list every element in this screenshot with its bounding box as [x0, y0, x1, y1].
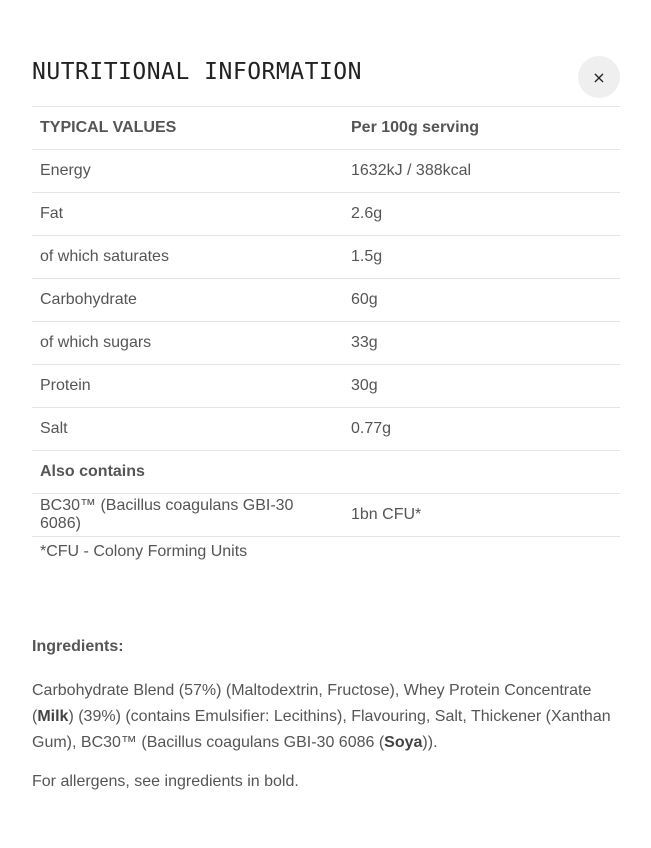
cfu-footnote: *CFU - Colony Forming Units — [40, 543, 248, 560]
nutrient-value: 30g — [351, 377, 378, 394]
table-row — [32, 494, 620, 537]
table-row — [32, 236, 620, 279]
also-contains-row — [32, 451, 620, 494]
table-header-row — [32, 107, 620, 150]
nutrient-name: Salt — [40, 420, 68, 437]
nutrient-name: Energy — [40, 162, 91, 179]
nutrient-value: 1.5g — [351, 248, 383, 265]
table-row — [32, 408, 620, 451]
modal-header — [32, 56, 620, 98]
table-header-value: Per 100g serving — [351, 119, 480, 136]
allergen-note: For allergens, see ingredients in bold. — [32, 773, 299, 790]
nutrient-name: Fat — [40, 205, 64, 222]
nutrient-value: 60g — [351, 291, 378, 308]
nutrient-name: Carbohydrate — [40, 291, 137, 308]
nutrient-value: 33g — [351, 334, 378, 351]
table-row — [32, 279, 620, 322]
nutrient-value: 1632kJ / 388kcal — [351, 162, 472, 179]
empty-cell — [343, 451, 620, 494]
nutrient-value: 0.77g — [351, 420, 392, 437]
nutrient-name: of which saturates — [40, 248, 169, 265]
table-row — [32, 322, 620, 365]
allergen-milk: Milk — [37, 708, 69, 725]
nutrient-value: 2.6g — [351, 205, 383, 222]
close-icon: × — [592, 67, 606, 87]
nutrition-table — [32, 106, 620, 537]
ingredients-text-segment: )). — [422, 734, 438, 751]
nutrient-name: Protein — [40, 377, 91, 394]
allergen-soya: Soya — [384, 734, 423, 751]
nutrient-name: of which sugars — [40, 334, 152, 351]
modal-title: NUTRITIONAL INFORMATION — [32, 59, 362, 85]
ingredients-text-segment: Carbohydrate Blend (57%) (Maltodextrin, Fructose), Whey Protein Concentrate ( — [32, 682, 592, 725]
ingredients-text-segment: ) (39%) (contains Emulsifier: Lecithins), Flavouring, Salt, Thickener (Xanthan Gum), BC30™ (Bacillus coagulans GBI-30 6086 ( — [32, 708, 611, 751]
ingredients-list — [32, 678, 612, 756]
table-header-name: TYPICAL VALUES — [40, 119, 177, 136]
table-row — [32, 193, 620, 236]
nutrient-value: 1bn CFU* — [351, 506, 422, 523]
close-button[interactable] — [578, 56, 620, 98]
also-contains-label: Also contains — [40, 463, 145, 480]
nutrient-name: BC30™ (Bacillus coagulans GBI-30 6086) — [40, 497, 294, 532]
ingredients-heading: Ingredients: — [32, 638, 124, 655]
table-row — [32, 365, 620, 408]
table-row — [32, 150, 620, 193]
